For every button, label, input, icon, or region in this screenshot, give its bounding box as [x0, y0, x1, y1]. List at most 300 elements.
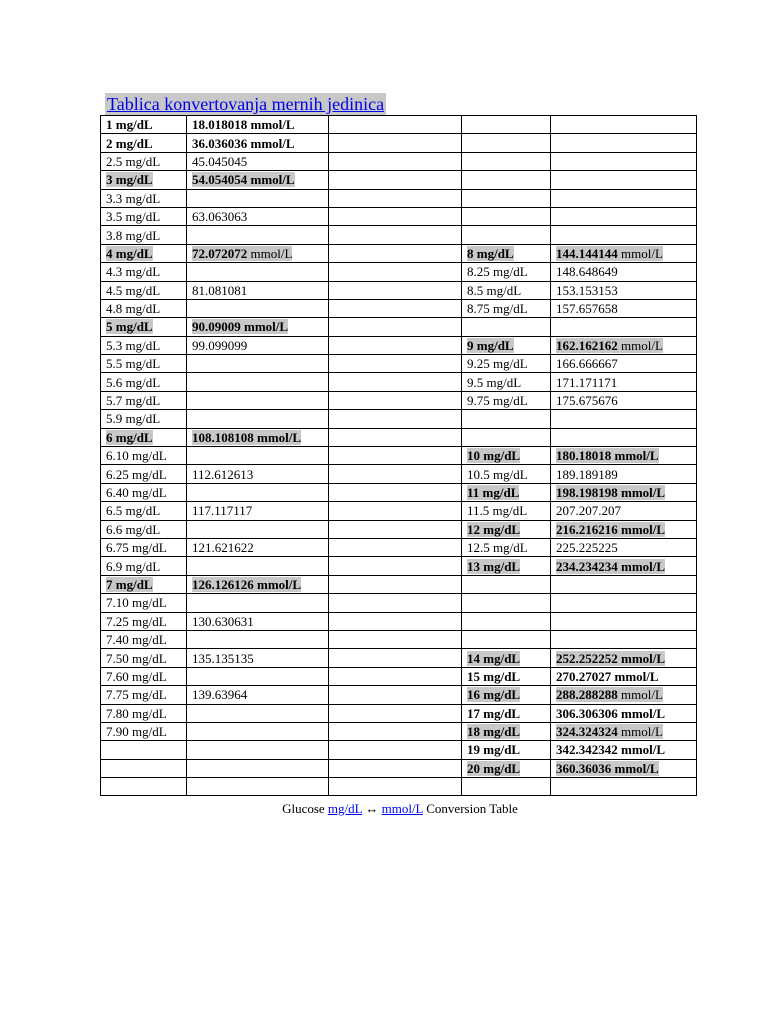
table-row	[101, 630, 697, 648]
table-cell	[462, 686, 551, 704]
cell-value: 6.25 mg/dL	[106, 466, 167, 482]
table-cell	[462, 649, 551, 667]
table-cell	[187, 116, 329, 134]
cell-value: 108.108108 mmol/L	[192, 429, 302, 445]
table-cell	[101, 355, 187, 373]
cell-value: 7.10 mg/dL	[106, 595, 167, 611]
table-cell	[187, 428, 329, 446]
table-cell	[462, 778, 551, 796]
cell-value: 4.8 mg/dL	[106, 301, 161, 317]
table-cell	[187, 741, 329, 759]
cell-value: 9.75 mg/dL	[467, 393, 528, 409]
table-cell	[551, 630, 697, 648]
table-cell	[101, 594, 187, 612]
cell-value: 252.252252 mmol/L	[556, 650, 666, 666]
table-cell	[101, 686, 187, 704]
table-row	[101, 483, 697, 501]
cell-value: 5.7 mg/dL	[106, 393, 161, 409]
table-cell	[329, 465, 462, 483]
cell-value: 117.117117	[192, 503, 253, 519]
cell-value: 6.10 mg/dL	[106, 448, 167, 464]
mmoll-link[interactable]: mmol/L	[381, 801, 424, 816]
table-cell	[462, 373, 551, 391]
table-cell	[462, 299, 551, 317]
table-cell	[329, 630, 462, 648]
cell-value: 180.18018 mmol/L	[556, 448, 659, 464]
table-cell	[462, 391, 551, 409]
cell-value: 198.198198 mmol/L	[556, 485, 666, 500]
table-cell	[551, 336, 697, 354]
cell-value: 126.126126 mmol/L	[192, 576, 302, 592]
cell-value: 7.75 mg/dL	[106, 687, 167, 703]
table-cell	[462, 465, 551, 483]
table-cell	[329, 483, 462, 501]
table-row	[101, 704, 697, 722]
table-cell	[187, 594, 329, 612]
cell-value: 306.306306 mmol/L	[556, 705, 666, 721]
table-cell	[551, 594, 697, 612]
table-cell	[101, 778, 187, 796]
cell-value: 5.9 mg/dL	[106, 411, 161, 427]
cell-value: 3.5 mg/dL	[106, 209, 161, 225]
table-cell	[329, 520, 462, 538]
cell-value: 216.216216 mmol/L	[556, 521, 666, 537]
cell-value: 99.099099	[192, 337, 248, 353]
table-cell	[462, 318, 551, 336]
table-cell	[101, 557, 187, 575]
cell-value: 20 mg/dL	[467, 760, 521, 776]
table-row	[101, 575, 697, 593]
table-cell	[187, 502, 329, 520]
cell-value: 1 mg/dL	[106, 117, 153, 133]
table-cell	[187, 630, 329, 648]
table-row	[101, 299, 697, 317]
table-cell	[101, 189, 187, 207]
table-cell	[462, 410, 551, 428]
table-cell	[187, 171, 329, 189]
table-cell	[551, 281, 697, 299]
table-cell	[462, 428, 551, 446]
table-cell	[329, 722, 462, 740]
cell-value: 10.5 mg/dL	[467, 466, 528, 482]
table-cell	[329, 373, 462, 391]
table-cell	[462, 630, 551, 648]
cell-value: 11 mg/dL	[467, 485, 520, 500]
table-cell	[187, 336, 329, 354]
table-cell	[101, 207, 187, 225]
cell-value: 139.63964	[192, 687, 248, 703]
table-cell	[462, 116, 551, 134]
table-cell	[462, 281, 551, 299]
cell-value: 166.666667	[556, 356, 618, 372]
table-cell	[329, 263, 462, 281]
table-cell	[551, 741, 697, 759]
table-cell	[462, 502, 551, 520]
table-row	[101, 134, 697, 152]
cell-value: 63.063063	[192, 209, 248, 225]
table-cell	[187, 538, 329, 556]
table-row	[101, 244, 697, 262]
table-cell	[329, 171, 462, 189]
table-cell	[462, 244, 551, 262]
table-cell	[329, 704, 462, 722]
table-cell	[101, 465, 187, 483]
table-row	[101, 336, 697, 354]
table-cell	[329, 612, 462, 630]
cell-value: 121.621622	[192, 540, 254, 556]
table-cell	[187, 226, 329, 244]
cell-value: 8.25 mg/dL	[467, 264, 528, 280]
table-cell	[329, 557, 462, 575]
table-row	[101, 391, 697, 409]
table-cell	[187, 299, 329, 317]
cell-value: 7.50 mg/dL	[106, 650, 167, 666]
caption-prefix: Glucose	[282, 801, 328, 816]
table-cell	[187, 410, 329, 428]
table-caption	[0, 801, 768, 817]
table-cell	[101, 649, 187, 667]
table-row	[101, 207, 697, 225]
table-row	[101, 410, 697, 428]
table-cell	[462, 741, 551, 759]
table-cell	[101, 520, 187, 538]
table-cell	[551, 318, 697, 336]
table-cell	[329, 502, 462, 520]
table-cell	[101, 704, 187, 722]
cell-value: 11.5 mg/dL	[467, 503, 528, 519]
cell-value: 4 mg/dL	[106, 245, 153, 261]
table-cell	[462, 722, 551, 740]
table-cell	[551, 612, 697, 630]
table-cell	[329, 741, 462, 759]
cell-value: 157.657658	[556, 301, 618, 317]
table-cell	[101, 630, 187, 648]
caption-arrow: ↔	[362, 801, 382, 816]
conversion-table-body	[101, 116, 697, 796]
cell-unit: mmol/L	[617, 245, 663, 261]
table-cell	[551, 152, 697, 170]
table-cell	[187, 465, 329, 483]
table-cell	[187, 373, 329, 391]
table-cell	[101, 759, 187, 777]
table-cell	[462, 355, 551, 373]
table-row	[101, 171, 697, 189]
cell-value: 13 mg/dL	[467, 558, 521, 574]
cell-value: 3.3 mg/dL	[106, 190, 161, 206]
cell-value: 9.5 mg/dL	[467, 374, 522, 390]
table-row	[101, 778, 697, 796]
table-cell	[551, 447, 697, 465]
table-cell	[101, 263, 187, 281]
table-cell	[462, 667, 551, 685]
table-row	[101, 612, 697, 630]
cell-value: 7.90 mg/dL	[106, 724, 167, 740]
cell-value: 6.75 mg/dL	[106, 540, 167, 556]
table-row	[101, 502, 697, 520]
table-cell	[462, 612, 551, 630]
table-cell	[329, 649, 462, 667]
table-cell	[462, 520, 551, 538]
table-cell	[462, 447, 551, 465]
table-cell	[551, 207, 697, 225]
cell-value: 5.6 mg/dL	[106, 374, 161, 390]
table-cell	[101, 336, 187, 354]
cell-value: 14 mg/dL	[467, 650, 521, 666]
table-cell	[187, 281, 329, 299]
table-row	[101, 428, 697, 446]
table-cell	[551, 686, 697, 704]
cell-value: 9 mg/dL	[467, 337, 514, 353]
table-row	[101, 355, 697, 373]
table-cell	[462, 575, 551, 593]
table-cell	[329, 226, 462, 244]
table-cell	[462, 483, 551, 501]
table-row	[101, 667, 697, 685]
table-cell	[101, 134, 187, 152]
table-cell	[329, 244, 462, 262]
table-cell	[551, 226, 697, 244]
cell-value: 6 mg/dL	[106, 429, 153, 445]
table-row	[101, 741, 697, 759]
table-cell	[551, 428, 697, 446]
table-cell	[187, 263, 329, 281]
cell-value: 153.153153	[556, 282, 618, 298]
table-cell	[101, 373, 187, 391]
table-cell	[551, 502, 697, 520]
table-row	[101, 465, 697, 483]
cell-value: 90.09009 mmol/L	[192, 319, 289, 335]
table-cell	[101, 116, 187, 134]
cell-value: 6.6 mg/dL	[106, 521, 161, 537]
table-cell	[462, 152, 551, 170]
cell-value: 16 mg/dL	[467, 687, 521, 703]
conversion-table	[100, 115, 697, 796]
table-cell	[462, 557, 551, 575]
cell-value: 7.40 mg/dL	[106, 632, 167, 648]
table-cell	[329, 667, 462, 685]
table-cell	[101, 483, 187, 501]
cell-value: 144.144144	[556, 245, 618, 261]
cell-unit: mmol/L	[617, 687, 663, 703]
cell-value: 54.054054 mmol/L	[192, 172, 295, 188]
cell-value: 81.081081	[192, 282, 248, 298]
table-cell	[551, 355, 697, 373]
table-cell	[187, 520, 329, 538]
table-cell	[329, 152, 462, 170]
cell-value: 148.648649	[556, 264, 618, 280]
table-cell	[551, 520, 697, 538]
table-cell	[187, 447, 329, 465]
table-cell	[187, 134, 329, 152]
table-cell	[101, 667, 187, 685]
table-cell	[101, 318, 187, 336]
cell-value: 2.5 mg/dL	[106, 153, 161, 169]
table-row	[101, 722, 697, 740]
cell-value: 6.9 mg/dL	[106, 558, 161, 574]
table-cell	[187, 355, 329, 373]
cell-value: 17 mg/dL	[467, 705, 521, 721]
table-cell	[101, 502, 187, 520]
table-cell	[187, 557, 329, 575]
table-row	[101, 116, 697, 134]
cell-value: 5.3 mg/dL	[106, 337, 161, 353]
cell-value: 10 mg/dL	[467, 448, 521, 464]
table-cell	[187, 686, 329, 704]
cell-value: 135.135135	[192, 650, 254, 666]
table-row	[101, 520, 697, 538]
table-cell	[551, 410, 697, 428]
table-cell	[329, 336, 462, 354]
table-row	[101, 447, 697, 465]
table-cell	[462, 189, 551, 207]
table-cell	[101, 722, 187, 740]
cell-value: 288.288288	[556, 687, 618, 703]
table-cell	[101, 226, 187, 244]
table-cell	[187, 483, 329, 501]
cell-value: 360.36036 mmol/L	[556, 760, 659, 776]
table-cell	[551, 557, 697, 575]
table-cell	[101, 538, 187, 556]
table-cell	[551, 575, 697, 593]
table-cell	[462, 336, 551, 354]
table-cell	[187, 318, 329, 336]
cell-value: 7.80 mg/dL	[106, 705, 167, 721]
cell-value: 324.324324	[556, 724, 618, 740]
cell-value: 15 mg/dL	[467, 668, 521, 684]
table-cell	[101, 391, 187, 409]
table-row	[101, 318, 697, 336]
cell-value: 112.612613	[192, 466, 254, 482]
table-cell	[187, 722, 329, 740]
cell-value: 5.5 mg/dL	[106, 356, 161, 372]
table-row	[101, 686, 697, 704]
table-cell	[551, 373, 697, 391]
table-cell	[187, 575, 329, 593]
table-cell	[187, 778, 329, 796]
table-cell	[187, 391, 329, 409]
table-cell	[551, 299, 697, 317]
table-cell	[329, 299, 462, 317]
table-cell	[551, 263, 697, 281]
table-cell	[551, 667, 697, 685]
cell-value: 18 mg/dL	[467, 724, 521, 740]
table-cell	[329, 575, 462, 593]
table-cell	[551, 134, 697, 152]
table-cell	[462, 704, 551, 722]
table-cell	[101, 447, 187, 465]
cell-value: 3 mg/dL	[106, 172, 153, 188]
cell-value: 12.5 mg/dL	[467, 540, 528, 556]
cell-value: 7.60 mg/dL	[106, 668, 167, 684]
table-cell	[187, 244, 329, 262]
table-cell	[329, 778, 462, 796]
cell-value: 45.045045	[192, 153, 248, 169]
table-cell	[329, 686, 462, 704]
cell-value: 4.5 mg/dL	[106, 282, 161, 298]
table-cell	[329, 116, 462, 134]
cell-value: 225.225225	[556, 540, 618, 556]
table-cell	[329, 759, 462, 777]
table-cell	[329, 134, 462, 152]
page-title[interactable]: Tablica konvertovanja mernih jedinica	[107, 94, 385, 114]
table-row	[101, 152, 697, 170]
table-cell	[551, 538, 697, 556]
table-cell	[551, 189, 697, 207]
cell-value: 3.8 mg/dL	[106, 227, 161, 243]
table-cell	[329, 391, 462, 409]
table-cell	[329, 207, 462, 225]
cell-value: 9.25 mg/dL	[467, 356, 528, 372]
table-row	[101, 263, 697, 281]
caption-suffix: Conversion Table	[423, 801, 518, 816]
table-cell	[551, 116, 697, 134]
cell-value: 6.5 mg/dL	[106, 503, 161, 519]
table-cell	[462, 594, 551, 612]
mgdl-link[interactable]: mg/dL	[327, 801, 363, 816]
cell-value: 7.25 mg/dL	[106, 613, 167, 629]
cell-value: 2 mg/dL	[106, 135, 153, 151]
table-cell	[329, 318, 462, 336]
cell-unit: mmol/L	[617, 337, 663, 353]
cell-value: 8 mg/dL	[467, 245, 514, 261]
table-row	[101, 189, 697, 207]
cell-value: 72.072072	[192, 245, 248, 261]
cell-value: 207.207.207	[556, 503, 621, 519]
table-cell	[101, 575, 187, 593]
table-cell	[462, 538, 551, 556]
table-cell	[551, 778, 697, 796]
table-cell	[551, 649, 697, 667]
table-cell	[551, 391, 697, 409]
table-cell	[101, 244, 187, 262]
cell-value: 12 mg/dL	[467, 521, 521, 537]
table-cell	[551, 244, 697, 262]
table-cell	[187, 207, 329, 225]
table-cell	[329, 355, 462, 373]
table-cell	[101, 428, 187, 446]
cell-value: 162.162162	[556, 337, 618, 353]
cell-value: 171.171171	[556, 374, 618, 390]
table-cell	[462, 171, 551, 189]
cell-value: 189.189189	[556, 466, 618, 482]
cell-value: 270.27027 mmol/L	[556, 668, 659, 684]
table-row	[101, 226, 697, 244]
table-row	[101, 594, 697, 612]
table-cell	[329, 189, 462, 207]
table-cell	[187, 667, 329, 685]
table-cell	[187, 152, 329, 170]
table-cell	[101, 612, 187, 630]
cell-value: 19 mg/dL	[467, 742, 521, 758]
cell-unit: mmol/L	[247, 245, 293, 261]
cell-value: 18.018018 mmol/L	[192, 117, 295, 133]
table-cell	[551, 171, 697, 189]
table-cell	[462, 134, 551, 152]
cell-value: 36.036036 mmol/L	[192, 135, 295, 151]
table-cell	[187, 759, 329, 777]
table-cell	[101, 299, 187, 317]
cell-value: 175.675676	[556, 393, 618, 409]
table-cell	[329, 538, 462, 556]
cell-value: 5 mg/dL	[106, 319, 153, 335]
table-cell	[101, 741, 187, 759]
cell-value: 4.3 mg/dL	[106, 264, 161, 280]
table-cell	[101, 281, 187, 299]
table-cell	[329, 281, 462, 299]
table-row	[101, 649, 697, 667]
table-row	[101, 281, 697, 299]
cell-value: 342.342342 mmol/L	[556, 742, 666, 758]
